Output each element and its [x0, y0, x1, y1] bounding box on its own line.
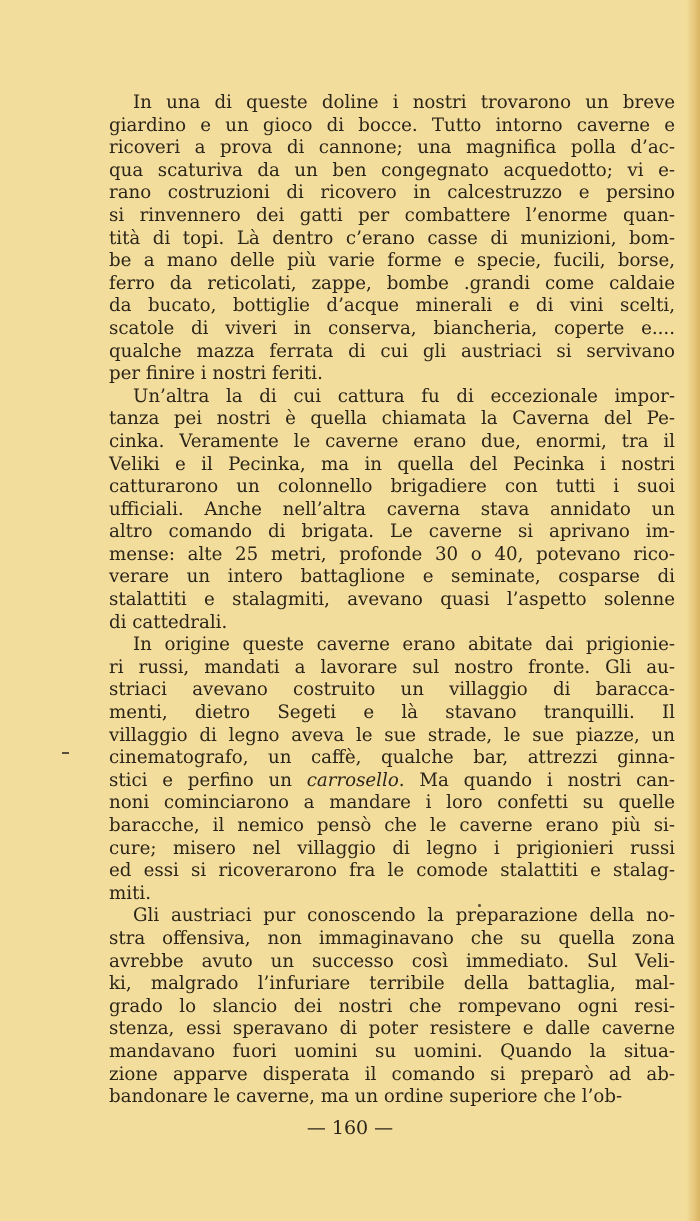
text-line: miti. — [109, 882, 151, 904]
text-line: stra offensiva, non immaginavano che su quella zona — [109, 927, 675, 949]
text-line: noni cominciarono a mandare i loro confetti su quelle — [109, 792, 675, 814]
text-line: da bucato, bottiglie d’acque minerali e di vini scelti, — [109, 295, 675, 317]
paragraph — [109, 634, 675, 905]
text-line: bandonare le caverne, ma un ordine superiore che l’ob- — [109, 1086, 623, 1108]
text-line: giardino e un gioco di bocce. Tutto intorno caverne e — [109, 114, 675, 136]
text-line: si rinvennero dei gatti per combattere l’enorme quan- — [109, 204, 675, 226]
text-line: be a mano delle più varie forme e specie, fucili, borse, — [109, 250, 675, 272]
text-line: ed essi si ricoverarono fra le comode stalattiti e stalag- — [109, 860, 675, 882]
text-line: baracche, il nemico pensò che le caverne erano più si- — [109, 815, 675, 836]
text-line: villaggio di legno aveva le sue strade, le sue piazze, un — [109, 724, 675, 746]
text-line: Veliki e il Pecinka, ma in quella del Pecinka i nostri — [109, 453, 675, 475]
margin-mark — [62, 752, 69, 754]
text-line: qualche mazza ferrata di cui gli austriaci si servivano — [109, 340, 675, 362]
text-line: ri russi, mandati a lavorare sul nostro fronte. Gli au- — [109, 656, 675, 678]
text-line: Gli austriaci pur conoscendo la preparazione della no- — [133, 905, 675, 927]
text-line: stici e perfino un carrosello. Ma quando i nostri can- — [109, 769, 676, 791]
page-number: — 160 — — [306, 1117, 394, 1139]
text-line: stenza, essi speravano di poter resistere e dalle caverne — [109, 1018, 675, 1040]
text-line: tità di topi. Là dentro c’erano casse di munizioni, bom- — [109, 227, 675, 249]
text-line: tanza pei nostri è quella chiamata la Caverna del Pe- — [109, 408, 675, 430]
paragraph — [109, 92, 675, 386]
text-line: mandavano fuori uomini su uomini. Quando la situa- — [109, 1040, 675, 1062]
text-line: per finire i nostri feriti. — [109, 363, 323, 385]
text-line: Un’altra la di cui cattura fu di eccezionale impor- — [133, 385, 675, 407]
text-line: mense: alte 25 metri, profonde 30 o 40, potevano rico- — [109, 543, 675, 565]
text-line: di cattedrali. — [109, 611, 228, 633]
text-line: ferro da reticolati, zappe, bombe .grandi come caldaie — [109, 272, 675, 294]
text-line: grado lo slancio dei nostri che rompevano ogni resi- — [109, 995, 675, 1017]
text-line: In una di queste doline i nostri trovarono un breve — [133, 92, 675, 113]
text-line: ki, malgrado l’infuriare terribile della battaglia, mal- — [109, 973, 675, 995]
text-line: qua scaturiva da un ben congegnato acquedotto; vi e- — [109, 159, 675, 181]
text-line: menti, dietro Segeti e là stavano tranquilli. Il — [109, 702, 675, 724]
text-line: zione apparve disperata il comando si preparò ad ab- — [109, 1063, 675, 1085]
text-line: cinematografo, un caffè, qualche bar, attrezzi ginna- — [109, 747, 675, 769]
text-line: ufficiali. Anche nell’altra caverna stava annidato un — [109, 498, 675, 520]
body-text — [109, 92, 675, 1109]
text-line: stalattiti e stalagmiti, avevano quasi l’aspetto solenne — [109, 589, 675, 611]
text-line: catturarono un colonnello brigadiere con tutti i suoi — [109, 476, 675, 498]
text-line: cure; misero nel villaggio di legno i prigionieri russi — [109, 837, 675, 859]
paragraph — [109, 905, 675, 1108]
text-line: ricoveri a prova di cannone; una magnifica polla d’ac- — [109, 137, 675, 159]
text-line: rano costruzioni di ricovero in calcestruzzo e persino — [109, 182, 675, 204]
text-line: avrebbe avuto un successo così immediato. Sul Veli- — [109, 950, 675, 972]
text-line: striaci avevano costruito un villaggio di baracca- — [109, 679, 675, 701]
text-line: cinka. Veramente le caverne erano due, enormi, tra il — [109, 430, 675, 452]
text-line: verare un intero battaglione e seminate, cosparse di — [109, 566, 675, 588]
text-line: In origine queste caverne erano abitate dai prigionie- — [133, 634, 675, 656]
paragraph — [109, 386, 675, 635]
page-edge — [686, 0, 700, 1221]
text-line: altro comando di brigata. Le caverne si aprivano im- — [109, 521, 675, 543]
text-line: scatole di viveri in conserva, biancheria, coperte e.... — [109, 317, 675, 339]
